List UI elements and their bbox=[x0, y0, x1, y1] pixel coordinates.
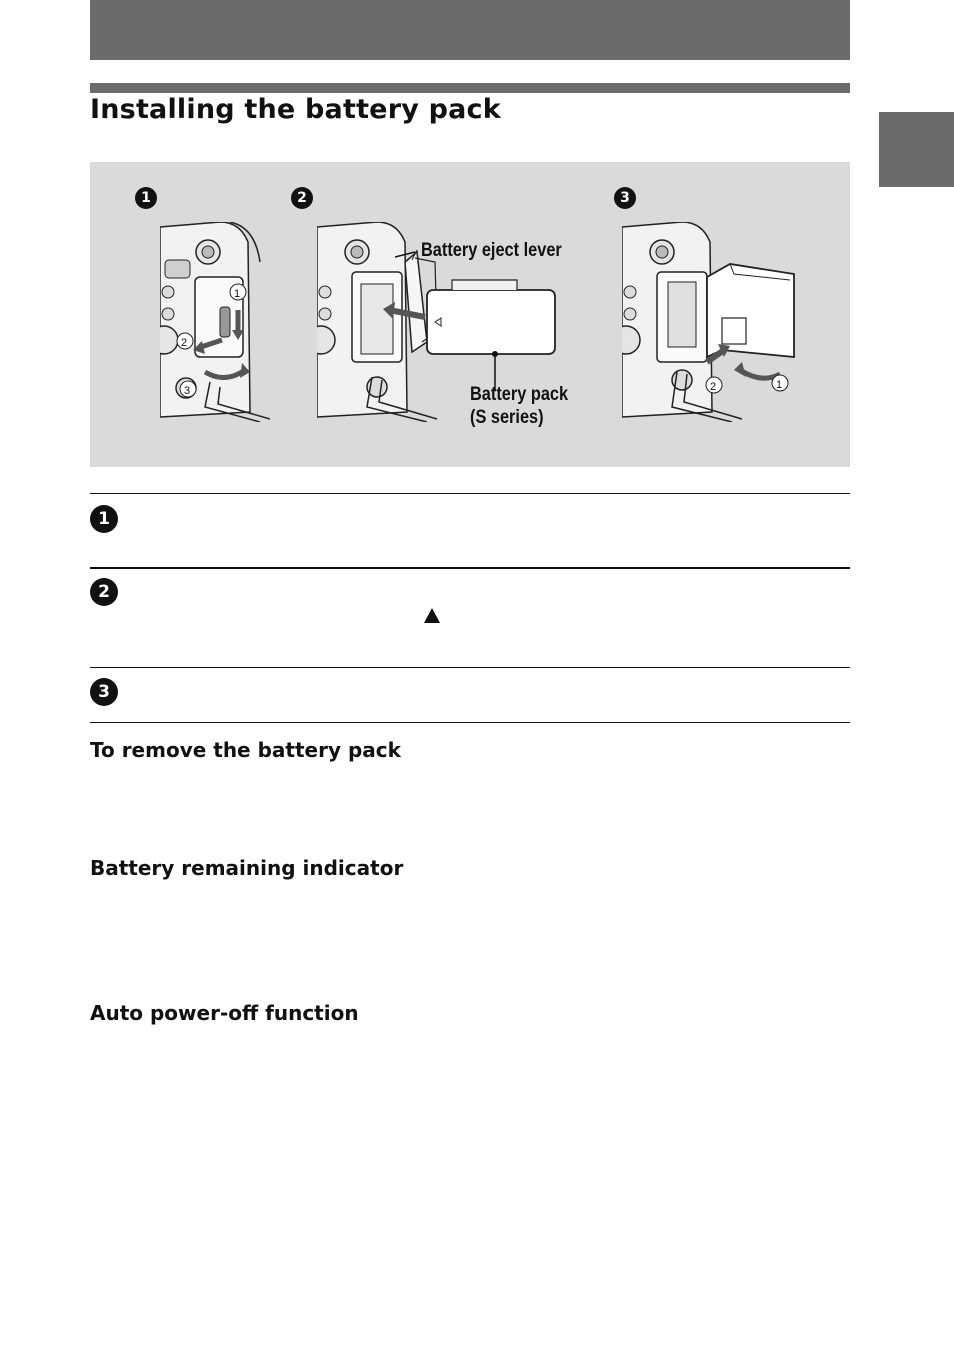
battery-eject-lever-label: Battery eject lever bbox=[421, 240, 562, 261]
step-3-badge: 3 bbox=[90, 678, 118, 706]
sub-step-2-label-b: 2 bbox=[710, 381, 717, 393]
auto-power-off-heading: Auto power-off function bbox=[90, 1001, 359, 1025]
triangle-mark-icon bbox=[424, 608, 440, 623]
page-title: Installing the battery pack bbox=[90, 94, 501, 125]
cover-close-illustration bbox=[622, 222, 802, 422]
battery-series-label: (S series) bbox=[470, 407, 544, 428]
battery-pack-label: Battery pack bbox=[470, 384, 569, 405]
figure-step-2-badge: 2 bbox=[291, 187, 313, 209]
step-divider bbox=[90, 667, 850, 668]
step-divider bbox=[90, 722, 850, 723]
step-1-badge: 1 bbox=[90, 505, 118, 533]
figure-step-3-badge: 3 bbox=[614, 187, 636, 209]
chapter-tab bbox=[879, 112, 954, 187]
title-rule bbox=[90, 83, 850, 93]
remove-battery-heading: To remove the battery pack bbox=[90, 738, 401, 762]
camera-cover-open-illustration bbox=[160, 222, 270, 422]
step-2-badge: 2 bbox=[90, 578, 118, 606]
step-divider bbox=[90, 493, 850, 494]
sub-step-1-label: 1 bbox=[234, 288, 241, 300]
sub-step-1-label-b: 1 bbox=[776, 379, 783, 391]
figure-step-1-badge: 1 bbox=[135, 187, 157, 209]
header-band bbox=[90, 0, 850, 60]
sub-step-3-label: 3 bbox=[184, 385, 191, 397]
battery-indicator-heading: Battery remaining indicator bbox=[90, 856, 404, 880]
step-divider bbox=[90, 567, 850, 569]
sub-step-2-label: 2 bbox=[181, 337, 188, 349]
callout-leader-lines bbox=[395, 245, 505, 405]
